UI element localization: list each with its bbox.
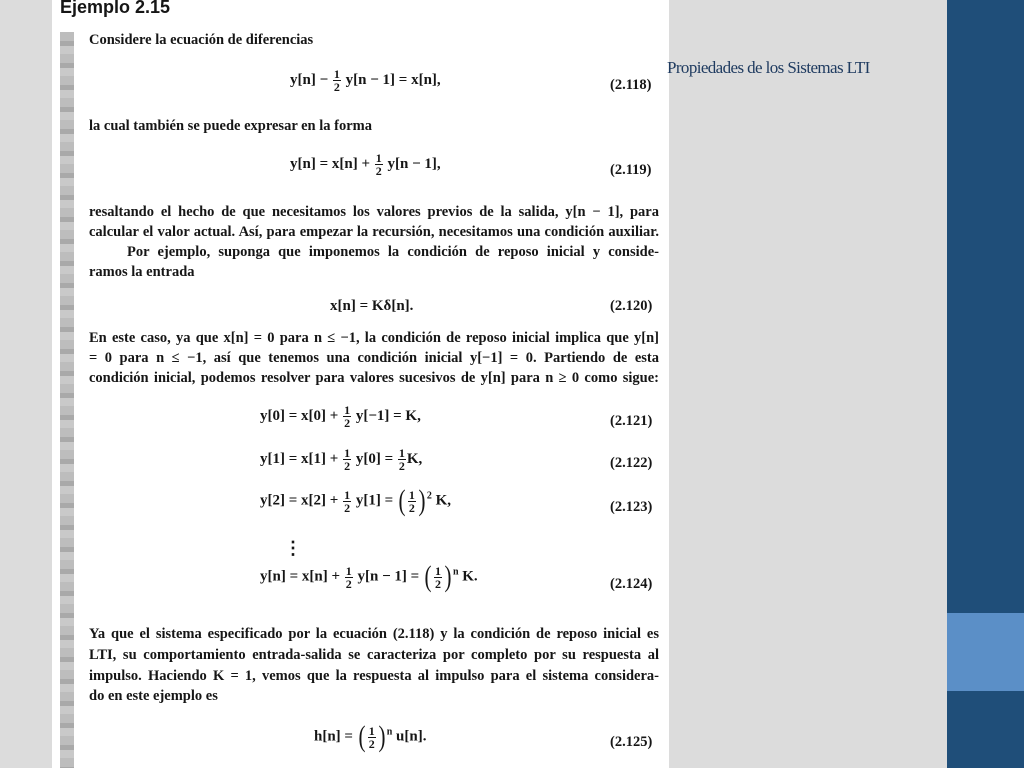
paragraph-6-line-1: Ya que el sistema especificado por la ecuación (2.118) y la condición de reposo inicial es: [89, 626, 659, 642]
vertical-ellipsis: ⋮: [284, 538, 302, 558]
eq-number-2-123: (2.123): [610, 499, 653, 515]
paragraph-2: la cual también se puede expresar en la forma: [89, 118, 372, 134]
equation-2-121: [260, 404, 421, 429]
denominator: 2: [344, 459, 351, 473]
eq-text: K,: [406, 450, 423, 467]
equation-2-125: [314, 722, 426, 752]
equation-2-118: [290, 68, 441, 93]
paragraph-6-line-2: LTI, su comportamiento entrada-salida se caracteriza por completo por su respuesta al: [89, 647, 659, 663]
eq-number-2-120: (2.120): [610, 298, 653, 314]
eq-text: y[2] = x[2] +: [260, 492, 339, 509]
eq-text: y[0] =: [355, 450, 394, 467]
scanned-page: [52, 0, 669, 768]
right-paren: ): [378, 720, 386, 753]
eq-text: K,: [435, 492, 452, 509]
eq-number-2-118: (2.118): [610, 77, 652, 93]
eq-text: y[1] =: [355, 492, 394, 509]
fraction-half: [343, 447, 351, 472]
paragraph-5-line-2: = 0 para n ≤ −1, así que tenemos una condición inicial y[−1] = 0. Partiendo de esta: [89, 350, 659, 366]
fraction-half: [408, 489, 416, 514]
paragraph-1: Considere la ecuación de diferencias: [89, 32, 314, 48]
eq-text: y[n − 1],: [387, 155, 441, 172]
left-paren: (: [398, 484, 406, 517]
eq-text: h[n] =: [314, 728, 353, 745]
paragraph-6-line-3: impulso. Haciendo K = 1, vemos que la respuesta al impulso para el sistema considera-: [89, 668, 659, 684]
equation-2-124: [260, 562, 478, 592]
left-paren: (: [358, 720, 366, 753]
eq-text: y[n] −: [290, 71, 329, 88]
numerator: 1: [375, 151, 382, 165]
denominator: 2: [333, 80, 340, 94]
denominator: 2: [434, 576, 441, 591]
exponent: n: [452, 566, 459, 578]
paragraph-4-line-1: Por ejemplo, suponga que imponemos la condición de reposo inicial y conside-: [127, 244, 659, 260]
eq-text: K.: [462, 568, 478, 585]
denominator: 2: [344, 500, 351, 515]
denominator: 2: [375, 164, 382, 178]
paragraph-5-line-3: condición inicial, podemos resolver para valores sucesivos de y[n] para n ≥ 0 como sigue:: [89, 370, 659, 386]
right-paren: ): [418, 484, 426, 517]
numerator: 1: [434, 563, 441, 578]
denominator: 2: [398, 459, 405, 473]
numerator: 1: [398, 446, 405, 460]
numerator: 1: [345, 563, 352, 578]
eq-text: y[1] = x[1] +: [260, 450, 339, 467]
fraction-half: [343, 489, 351, 514]
numerator: 1: [333, 67, 340, 81]
denominator: 2: [344, 416, 351, 430]
eq-text: y[−1] = K,: [355, 407, 421, 424]
paragraph-3-line-2: calcular el valor actual. Así, para empezar la recursión, necesitamos una condición auxiliar.: [89, 224, 659, 240]
numerator: 1: [344, 403, 351, 417]
right-paren: ): [444, 560, 452, 593]
denominator: 2: [345, 576, 352, 591]
fraction-half: [333, 68, 341, 93]
paragraph-6-line-4: do en este ejemplo es: [89, 688, 218, 704]
eq-text: y[n − 1] =: [357, 568, 420, 585]
paragraph-5-line-1: En este caso, ya que x[n] = 0 para n ≤ −1, la condición de reposo inicial implica que y[n]: [89, 330, 659, 346]
paragraph-3-line-1: resaltando el hecho de que necesitamos los valores previos de la salida, y[n − 1], para: [89, 204, 659, 220]
eq-text: y[n] = x[n] +: [290, 155, 371, 172]
left-paren: (: [424, 560, 432, 593]
eq-number-2-124: (2.124): [610, 576, 653, 592]
eq-text: y[0] = x[0] +: [260, 407, 339, 424]
equation-2-123: [260, 486, 451, 516]
example-heading: Ejemplo 2.15: [60, 0, 171, 17]
eq-text: y[n − 1] = x[n],: [345, 71, 441, 88]
numerator: 1: [408, 487, 415, 502]
numerator: 1: [344, 487, 351, 502]
eq-text: y[n] = x[n] +: [260, 568, 341, 585]
eq-number-2-121: (2.121): [610, 413, 653, 429]
fraction-half: [375, 152, 383, 177]
numerator: 1: [368, 723, 375, 738]
paragraph-4-line-2: ramos la entrada: [89, 264, 195, 280]
slide-title: Propiedades de los Sistemas LTI: [667, 58, 870, 77]
exponent: n: [386, 726, 393, 738]
fraction-half: [434, 565, 442, 590]
equation-2-120: x[n] = Kδ[n].: [330, 298, 414, 314]
eq-number-2-125: (2.125): [610, 734, 653, 750]
fraction-half: [343, 404, 351, 429]
fraction-half: [345, 565, 353, 590]
eq-number-2-122: (2.122): [610, 455, 653, 471]
fraction-half: [398, 447, 406, 472]
eq-number-2-119: (2.119): [610, 162, 652, 178]
exponent: 2: [426, 490, 432, 502]
fraction-half: [368, 725, 376, 750]
eq-text: u[n].: [396, 728, 427, 745]
sidebar-accent-block: [947, 613, 1024, 691]
page-gutter-shadow: [60, 32, 74, 768]
equation-2-122: [260, 447, 422, 472]
equation-2-119: [290, 152, 441, 177]
numerator: 1: [344, 446, 351, 460]
denominator: 2: [408, 500, 415, 515]
denominator: 2: [368, 736, 375, 751]
